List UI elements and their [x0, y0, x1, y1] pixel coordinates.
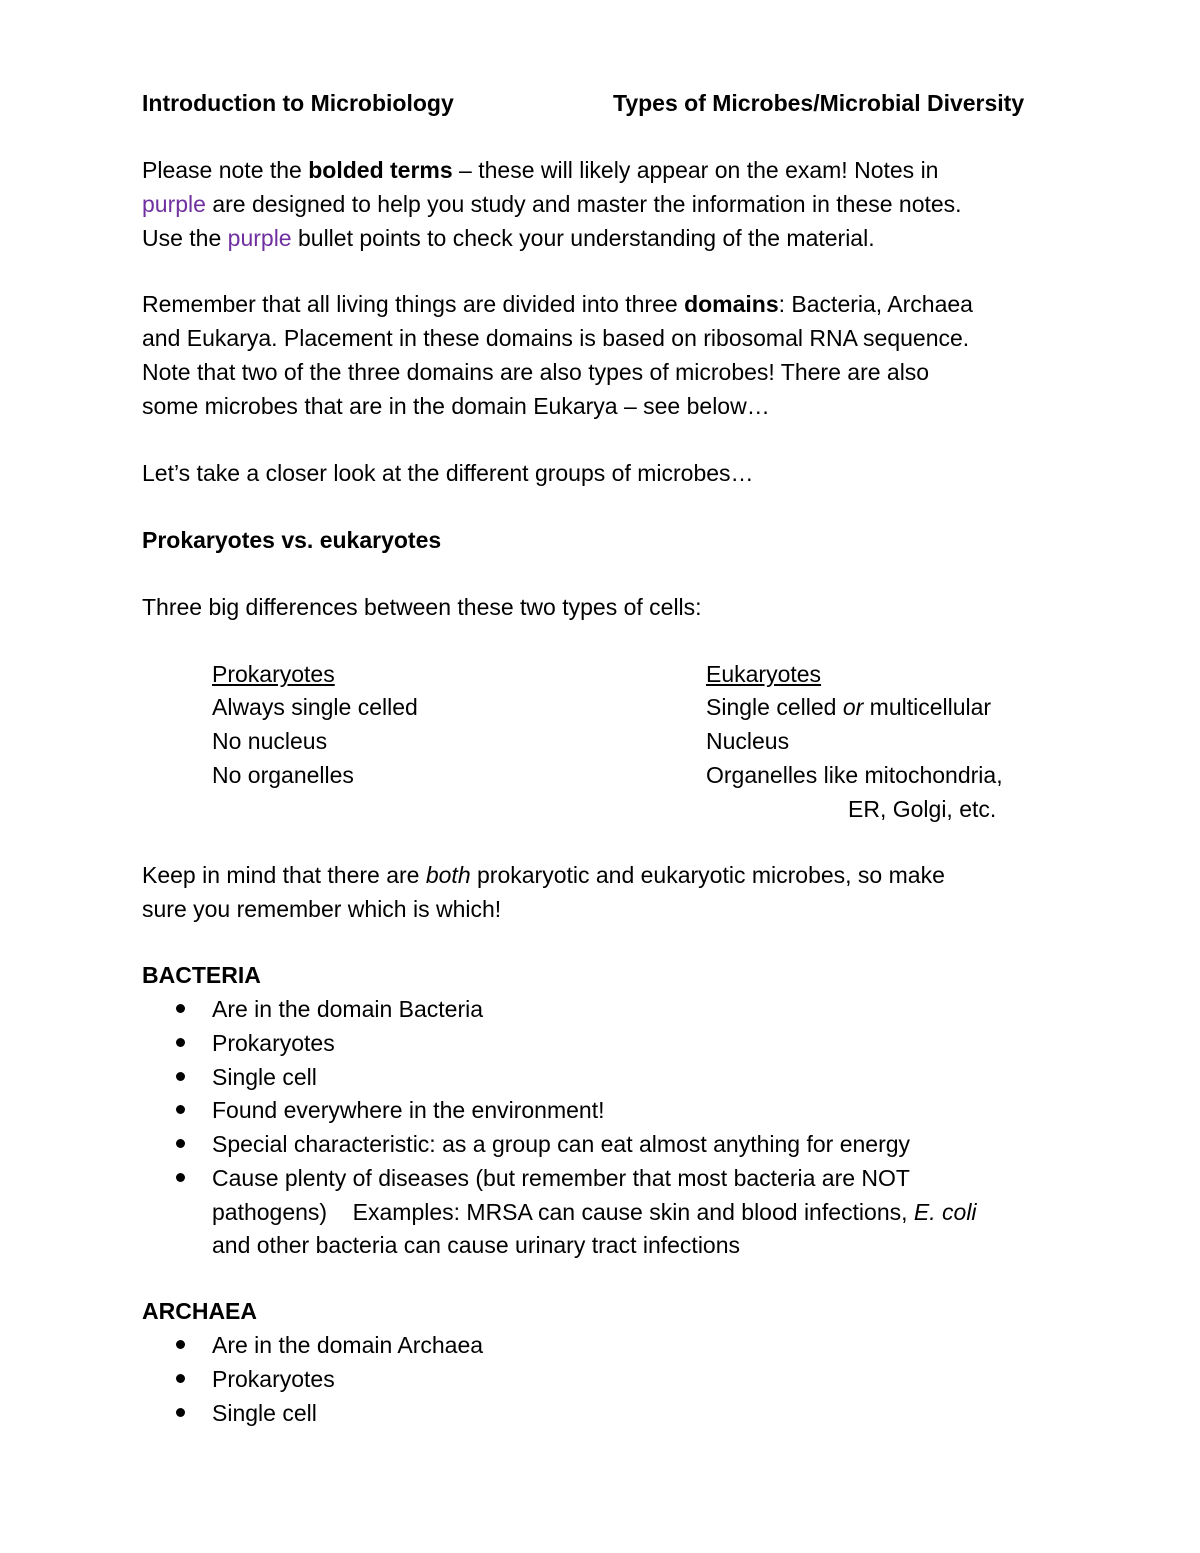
text-run: prokaryotic and eukaryotic microbes, so make	[470, 862, 945, 888]
italic-text: E. coli	[913, 1199, 977, 1225]
prokaryotes-column-header: Prokaryotes	[212, 661, 335, 687]
purple-text: purple	[227, 225, 292, 251]
italic-text: both	[425, 862, 471, 888]
section-heading-bacteria: BACTERIA	[142, 962, 261, 988]
bullet-icon	[176, 1139, 185, 1148]
eukaryote-trait-3-continued: ER, Golgi, etc.	[848, 796, 997, 822]
keep-in-mind-line-2: sure you remember which is which!	[142, 896, 502, 922]
text-run: multicellular	[863, 694, 992, 720]
eukaryote-trait-1	[706, 690, 991, 724]
bolded-terms-text: bolded terms	[308, 157, 453, 183]
prokaryote-trait-3: No organelles	[212, 762, 354, 788]
differences-intro: Three big differences between these two types of cells:	[142, 594, 702, 620]
bullet-icon	[176, 1374, 185, 1383]
section-heading-archaea: ARCHAEA	[142, 1298, 257, 1324]
bullet-icon	[176, 1004, 185, 1013]
domains-line-1	[142, 287, 973, 321]
bullet-icon	[176, 1173, 185, 1182]
prokaryote-trait-2: No nucleus	[212, 728, 328, 754]
intro-line-1	[142, 153, 938, 187]
keep-in-mind-line-1	[142, 858, 945, 892]
domains-line-2: and Eukarya. Placement in these domains is based on ribosomal RNA sequence.	[142, 325, 970, 351]
bacteria-item-5: Special characteristic: as a group can eat almost anything for energy	[212, 1131, 911, 1157]
text-run: Keep in mind that there are	[142, 862, 426, 888]
text-run: Please note the	[142, 157, 309, 183]
closer-look-text: Let’s take a closer look at the different groups of microbes…	[142, 460, 754, 486]
domains-line-3: Note that two of the three domains are also types of microbes! There are also	[142, 359, 930, 385]
header-topic-title: Types of Microbes/Microbial Diversity	[613, 90, 1025, 116]
bullet-icon	[176, 1072, 185, 1081]
text-run: : Bacteria, Archaea	[778, 291, 973, 317]
bacteria-item-3: Single cell	[212, 1064, 317, 1090]
archaea-item-2: Prokaryotes	[212, 1366, 335, 1392]
text-run: pathogens) Examples: MRSA can cause skin and blood infections,	[212, 1199, 914, 1225]
header-course-title: Introduction to Microbiology	[142, 90, 454, 116]
bacteria-item-1: Are in the domain Bacteria	[212, 996, 484, 1022]
eukaryote-trait-2: Nucleus	[706, 728, 790, 754]
bullet-icon	[176, 1105, 185, 1114]
bacteria-item-6-line-2	[212, 1195, 977, 1229]
bullet-icon	[176, 1408, 185, 1417]
text-run: are designed to help you study and master the information in these notes.	[205, 191, 962, 217]
italic-text: or	[842, 694, 864, 720]
purple-text: purple	[142, 191, 206, 217]
text-run: Single celled	[706, 694, 843, 720]
bacteria-item-6-line-3: and other bacteria can cause urinary tract infections	[212, 1232, 741, 1258]
domains-term: domains	[684, 291, 779, 317]
bacteria-item-2: Prokaryotes	[212, 1030, 335, 1056]
bacteria-item-4: Found everywhere in the environment!	[212, 1097, 605, 1123]
text-run: Remember that all living things are divided into three	[142, 291, 685, 317]
eukaryotes-column-header: Eukaryotes	[706, 661, 822, 687]
archaea-item-1: Are in the domain Archaea	[212, 1332, 484, 1358]
domains-line-4: some microbes that are in the domain Eukarya – see below…	[142, 393, 770, 419]
prokaryote-trait-1: Always single celled	[212, 694, 418, 720]
intro-line-2	[142, 187, 962, 221]
bullet-icon	[176, 1038, 185, 1047]
section-heading-prokaryotes-vs-eukaryotes: Prokaryotes vs. eukaryotes	[142, 527, 442, 553]
text-run: – these will likely appear on the exam! Notes in	[452, 157, 939, 183]
intro-line-3	[142, 221, 875, 255]
text-run: bullet points to check your understanding of the material.	[291, 225, 875, 251]
text-run: Use the	[142, 225, 228, 251]
bacteria-item-6-line-1: Cause plenty of diseases (but remember that most bacteria are NOT	[212, 1165, 910, 1191]
eukaryote-trait-3: Organelles like mitochondria,	[706, 762, 1003, 788]
archaea-item-3: Single cell	[212, 1400, 317, 1426]
bullet-icon	[176, 1340, 185, 1349]
